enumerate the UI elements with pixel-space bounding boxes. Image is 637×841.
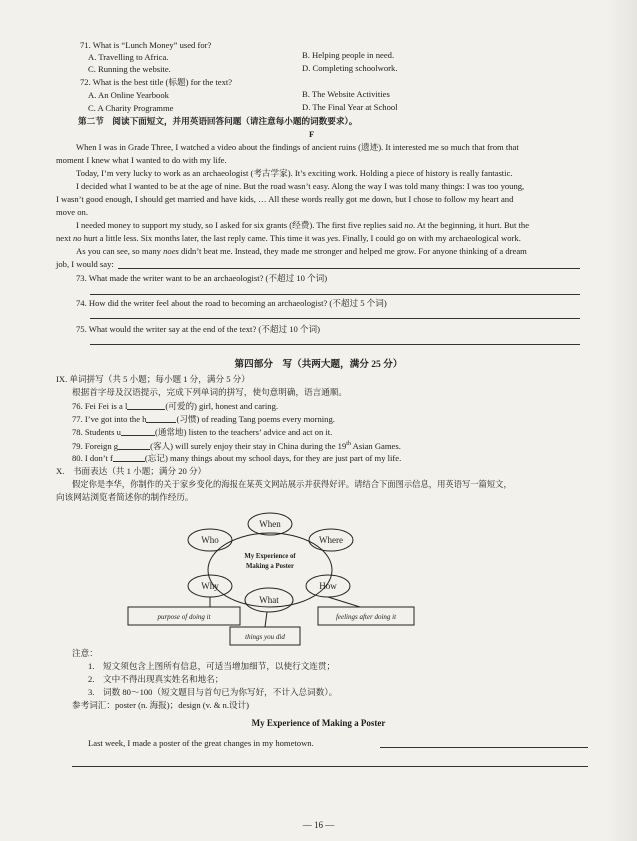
passage-line: moment I knew what I wanted to do with my life.	[56, 155, 227, 165]
q72-option-d: D. The Final Year at School	[302, 102, 398, 112]
essay-line-1[interactable]	[380, 747, 588, 748]
purpose-label: purpose of doing it	[157, 613, 211, 621]
q77: 77. I’ve got into the h (习惯) of reading Tang poems every morning.	[72, 414, 335, 424]
q71-option-d: D. Completing schoolwork.	[302, 63, 398, 73]
center-label-1: My Experience of	[244, 553, 296, 560]
things-label: things you did	[245, 633, 285, 641]
q71-option-b: B. Helping people in need.	[302, 50, 395, 60]
q73-answer-line[interactable]	[90, 294, 580, 295]
q79-blank[interactable]	[118, 440, 150, 450]
part4-title: 第四部分 写（共两大题，满分 25 分）	[234, 359, 403, 370]
q72-option-a: A. An Online Yearbook	[88, 90, 169, 100]
passage-line: move on.	[56, 207, 88, 217]
x-title: X. 书面表达（共 1 小题；满分 20 分）	[56, 466, 207, 476]
q71-option-a: A. Travelling to Africa.	[88, 52, 169, 62]
note-3: 3. 词数 80～100（短文题目与首句已为你写好，不计入总词数）。	[88, 687, 338, 697]
x-prompt: 假定你是李华，你制作的关于家乡变化的海报在某英文网站展示并获得好评。请结合下面图示信息，用英语写一篇短文，	[72, 480, 512, 489]
q72-stem: 72. What is the best title (标题) for the text?	[80, 77, 233, 87]
q74-answer-line[interactable]	[90, 318, 580, 319]
passage-line: I decided what I wanted to be at the age of nine. But the road wasn’t easy. Along the way I was told many things: I was too young,	[76, 181, 525, 191]
q71-option-c: C. Running the website.	[88, 64, 171, 74]
q76: 76. Fei Fei is a l (可爱的) girl, honest and caring.	[72, 401, 279, 411]
passage-line: next no hurt a little less. Six months later, the last reply came. This time it was yes. Finally, I could go on with my archaeological work.	[56, 233, 521, 243]
ix-instructions: 根据首字母及汉语提示，完成下列单词的拼写，使句意明确，语言通顺。	[72, 387, 348, 397]
q80-blank[interactable]	[113, 452, 145, 462]
q77-blank[interactable]	[146, 413, 176, 423]
passage-line: As you can see, so many noes didn’t beat me. Instead, they made me stronger and helped me grow. For anyone thinking of a dream	[76, 246, 527, 256]
essay-first-line: Last week, I made a poster of the great changes in my hometown.	[88, 738, 314, 748]
ix-title: IX. 单词拼写（共 5 小题；每小题 1 分，满分 5 分）	[56, 374, 250, 384]
section2-header: 第二节 阅读下面短文，并用英语回答问题（请注意每小题的词数要求）。	[78, 116, 358, 126]
how-label: How	[319, 581, 337, 591]
passage-line: When I was in Grade Three, I watched a video about the findings of ancient ruins (遗迹). It interested me so much that from that	[76, 142, 519, 152]
passage-line: job, I would say:	[56, 259, 114, 269]
page-number: — 16 —	[302, 820, 335, 830]
where-label: Where	[319, 535, 343, 545]
page-shadow	[607, 0, 637, 841]
essay-title: My Experience of Making a Poster	[251, 718, 386, 728]
passage-line: I wasn’t good enough, I should get married and have kids, … All these words really got me down, but I chose to follow my heart and	[56, 194, 514, 204]
passage-line: Today, I’m very lucky to work as an archaeologist (考古学家). It’s exciting work. Holding a piece of history is really fantastic.	[76, 168, 513, 178]
q79: 79. Foreign g (客人) will surely enjoy their stay in China during the 19th Asian Games.	[72, 440, 401, 451]
q73-stem: 73. What made the writer want to be an archaeologist? (不超过 10 个词)	[76, 273, 328, 283]
q71-stem: 71. What is “Lunch Money” used for?	[80, 40, 212, 50]
q76-blank[interactable]	[127, 400, 165, 410]
q78: 78. Students u (通常地) listen to the teachers’ advice and act on it.	[72, 427, 333, 437]
why-label: Why	[201, 581, 219, 591]
q78-blank[interactable]	[121, 426, 155, 436]
essay-line-2[interactable]	[72, 766, 588, 767]
q75-stem: 75. What would the writer say at the end of the text? (不超过 10 个词)	[76, 324, 320, 334]
q75-answer-line[interactable]	[90, 344, 580, 345]
q72-option-c: C. A Charity Programme	[88, 103, 174, 113]
when-label: When	[259, 519, 281, 529]
center-label-2: Making a Poster	[246, 563, 294, 570]
who-label: Who	[201, 535, 219, 545]
passage-line: I needed money to support my study, so I asked for six grants (经费). The first five replies said no. At the beginning, it hurt. But the	[76, 220, 530, 230]
notes-title: 注意：	[72, 648, 98, 658]
note-1: 1. 短文须包含上图所有信息，可适当增加细节，以使行文连贯；	[88, 661, 336, 671]
feelings-label: feelings after doing it	[335, 613, 397, 621]
answer-line-passage[interactable]	[118, 268, 580, 269]
q72-option-b: B. The Website Activities	[302, 89, 390, 99]
passage-letter: F	[309, 129, 315, 139]
mind-map-diagram	[120, 512, 420, 647]
what-label: What	[259, 595, 279, 605]
note-2: 2. 文中不得出现真实姓名和地名；	[88, 674, 224, 684]
q80: 80. I don’t f (忘记) many things about my school days, for they are just part of my life.	[72, 453, 402, 463]
q74-stem: 74. How did the writer feel about the road to becoming an archaeologist? (不超过 5 个词)	[76, 298, 387, 308]
reference-vocab: 参考词汇：poster (n. 海报)；design (v. & n.设计)	[72, 700, 250, 710]
x-prompt-cont: 向该网站浏览者简述你的制作经历。	[56, 492, 194, 502]
